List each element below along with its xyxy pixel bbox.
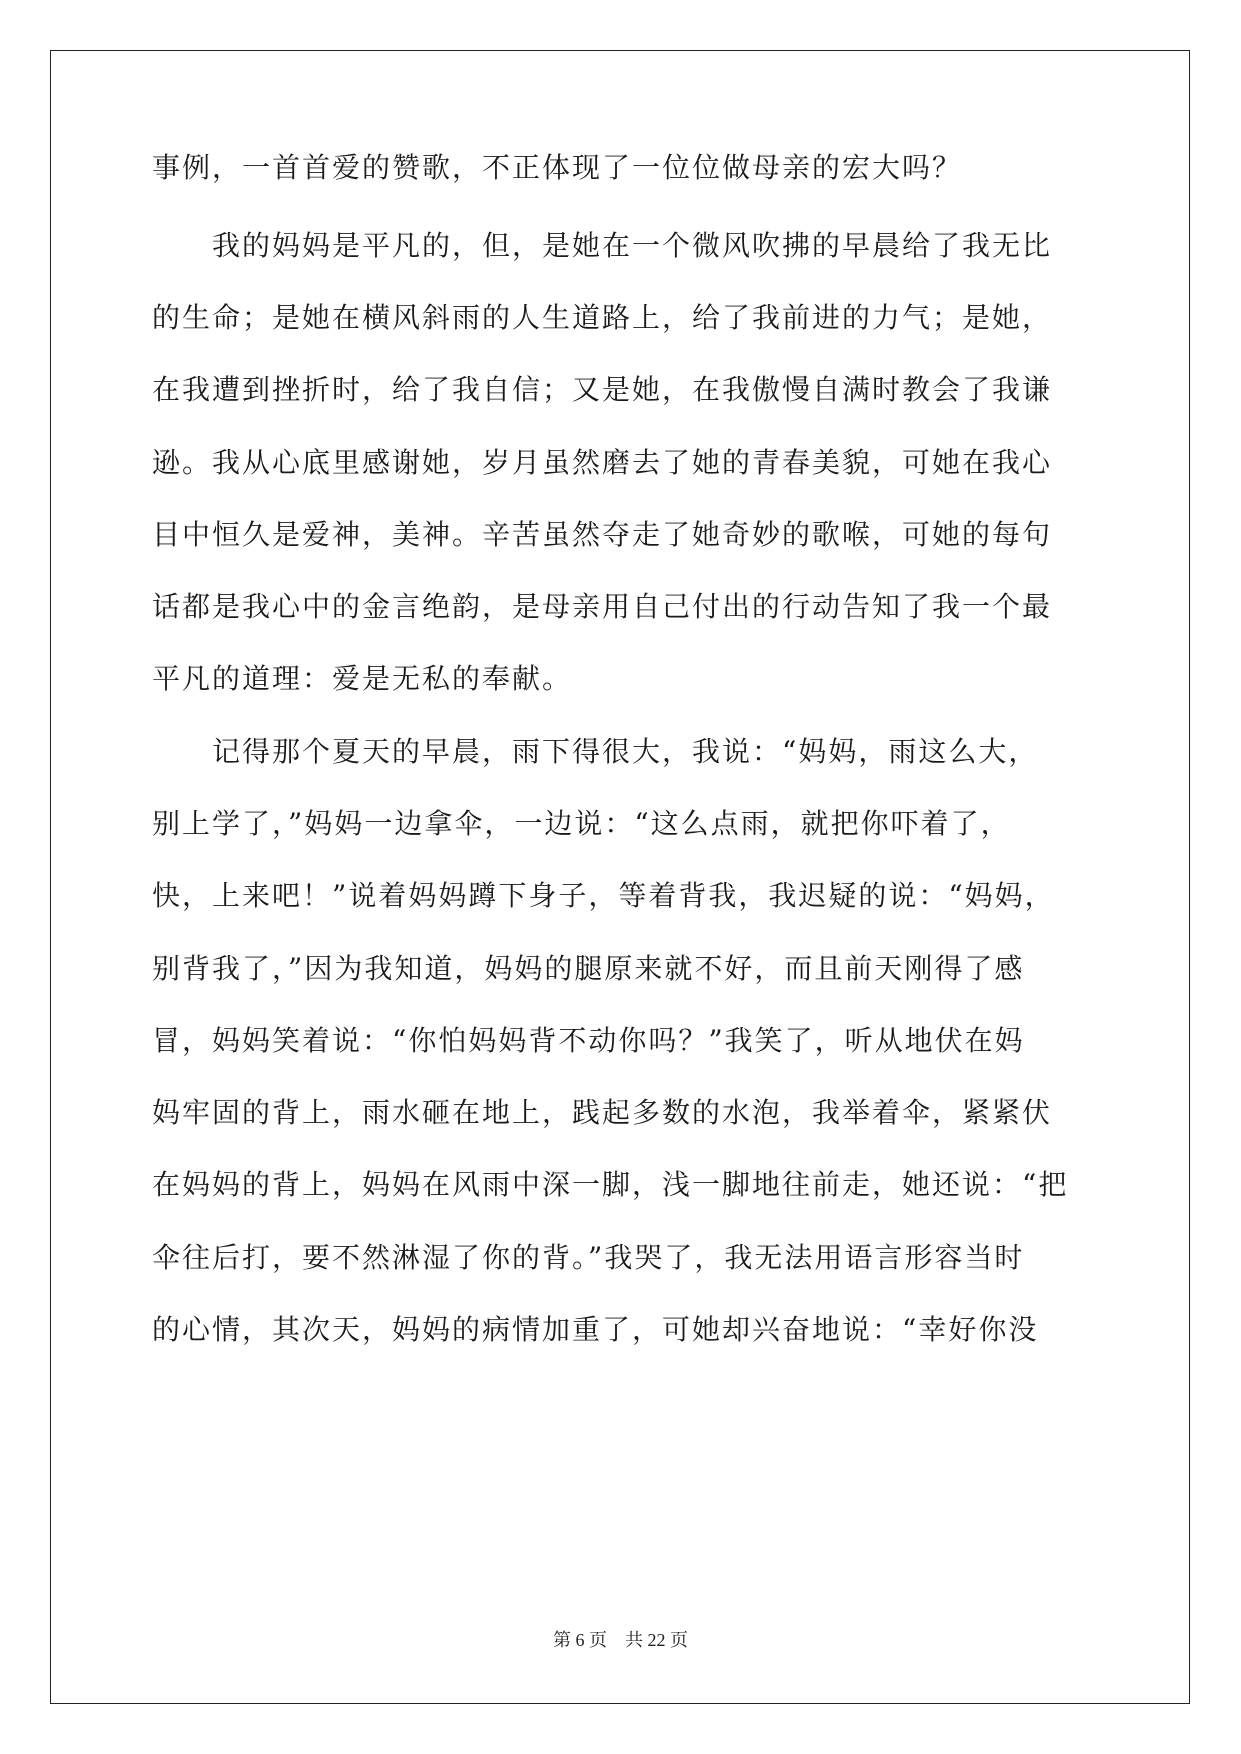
text-line: 冒，妈妈笑着说：“你怕妈妈背不动你吗？”我笑了，听从地伏在妈 <box>152 1024 1025 1057</box>
page-footer <box>0 1628 1241 1652</box>
page-number: 第 6 页 共 22 页 <box>553 1630 688 1650</box>
text-line: 的生命；是她在横风斜雨的人生道路上，给了我前进的力气；是她， <box>152 301 1053 334</box>
text-line: 记得那个夏天的早晨，雨下得很大，我说：“妈妈，雨这么大， <box>152 735 1039 768</box>
text-line: 妈牢固的背上，雨水砸在地上，践起多数的水泡，我举着伞，紧紧伏 <box>152 1096 1053 1129</box>
text-line: 在妈妈的背上，妈妈在风雨中深一脚，浅一脚地往前走，她还说：“把 <box>152 1168 1069 1201</box>
text-line: 目中恒久是爱神，美神。辛苦虽然夺走了她奇妙的歌喉，可她的每句 <box>152 518 1053 551</box>
text-line: 在我遭到挫折时，给了我自信；又是她，在我傲慢自满时教会了我谦 <box>152 373 1053 406</box>
text-line: 伞往后打，要不然淋湿了你的背。”我哭了，我无法用语言形容当时 <box>152 1241 1025 1274</box>
text-line: 话都是我心中的金言绝韵，是母亲用自己付出的行动告知了我一个最 <box>152 590 1053 623</box>
text-line: 别背我了，”因为我知道，妈妈的腿原来就不好，而且前天刚得了感 <box>152 952 1025 985</box>
text-line: 事例，一首首爱的赞歌，不正体现了一位位做母亲的宏大吗？ <box>152 151 963 184</box>
text-line: 的心情，其次天，妈妈的病情加重了，可她却兴奋地说：“幸好你没 <box>152 1313 1039 1346</box>
text-line: 平凡的道理：爱是无私的奉献。 <box>152 662 573 695</box>
text-line: 别上学了，”妈妈一边拿伞，一边说：“这么点雨，就把你吓着了， <box>152 807 1011 840</box>
text-line: 逊。我从心底里感谢她，岁月虽然磨去了她的青春美貌，可她在我心 <box>152 446 1053 479</box>
text-line: 我的妈妈是平凡的，但，是她在一个微风吹拂的早晨给了我无比 <box>152 229 1053 262</box>
text-line: 快，上来吧！”说着妈妈蹲下身子，等着背我，我迟疑的说：“妈妈， <box>152 879 1055 912</box>
